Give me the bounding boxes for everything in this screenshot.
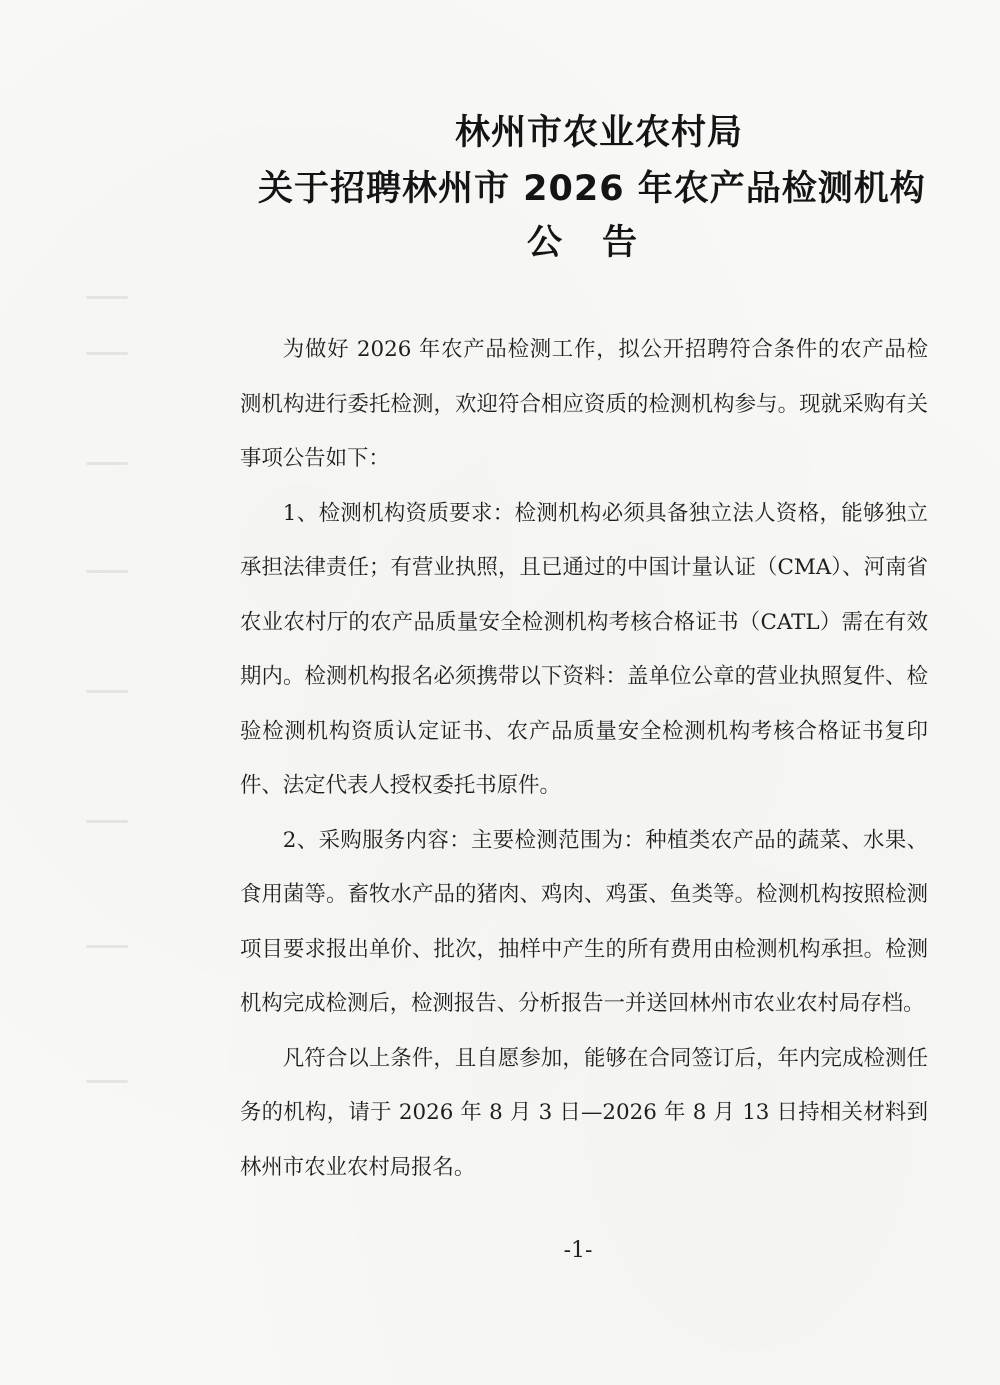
service-content-paragraph: 2、采购服务内容：主要检测范围为：种植类农产品的蔬菜、水果、食用菌等。畜牧水产品的猪肉、鸡肉、鸡蛋、鱼类等。检测机构按照检测项目要求报出单价、批次，抽样中产生的所有费用由检测机构承担。检测机构完成检测后，检测报告、分析报告一并送回林州市农业农村局存档。 [240, 827, 928, 1016]
scan-artifact [86, 690, 128, 693]
scan-artifact [86, 1080, 128, 1083]
intro-paragraph: 为做好 2026 年农产品检测工作，拟公开招聘符合条件的农产品检测机构进行委托检测，欢迎符合相应资质的检测机构参与。现就采购有关事项公告如下： [240, 337, 928, 471]
registration-paragraph: 凡符合以上条件，且自愿参加，能够在合同签订后，年内完成检测任务的机构，请于 2026 年 8 月 3 日—2026 年 8 月 13 日持相关材料到林州市农业农村局报名。 [240, 1045, 928, 1180]
qualification-paragraph: 1、检测机构资质要求：检测机构必须具备独立法人资格，能够独立承担法律责任；有营业执照，且已通过的中国计量认证（CMA）、河南省农业农村厅的农产品质量安全检测机构考核合格证书（CATL）需在有效期内。检测机构报名必须携带以下资料：盖单位公章的营业执照复件、检验检测机构资质认定证书、农产品质量安全检测机构考核合格证书复印件、法定代表人授权委托书原件。 [240, 500, 928, 798]
issuer-title: 林州市农业农村局 [455, 113, 744, 153]
scan-artifact [86, 570, 128, 573]
page-footer [0, 1238, 1000, 1263]
scan-artifact [86, 820, 128, 823]
subject-title: 关于招聘林州市 2026 年农产品检测机构 [258, 169, 926, 209]
document-body [240, 323, 928, 1195]
scan-artifact [86, 462, 128, 465]
scan-artifact [86, 352, 128, 355]
scan-artifact [86, 945, 128, 948]
page-number: -1- [563, 1238, 593, 1263]
notice-title: 公告 [527, 223, 678, 263]
scan-artifact [86, 296, 128, 299]
